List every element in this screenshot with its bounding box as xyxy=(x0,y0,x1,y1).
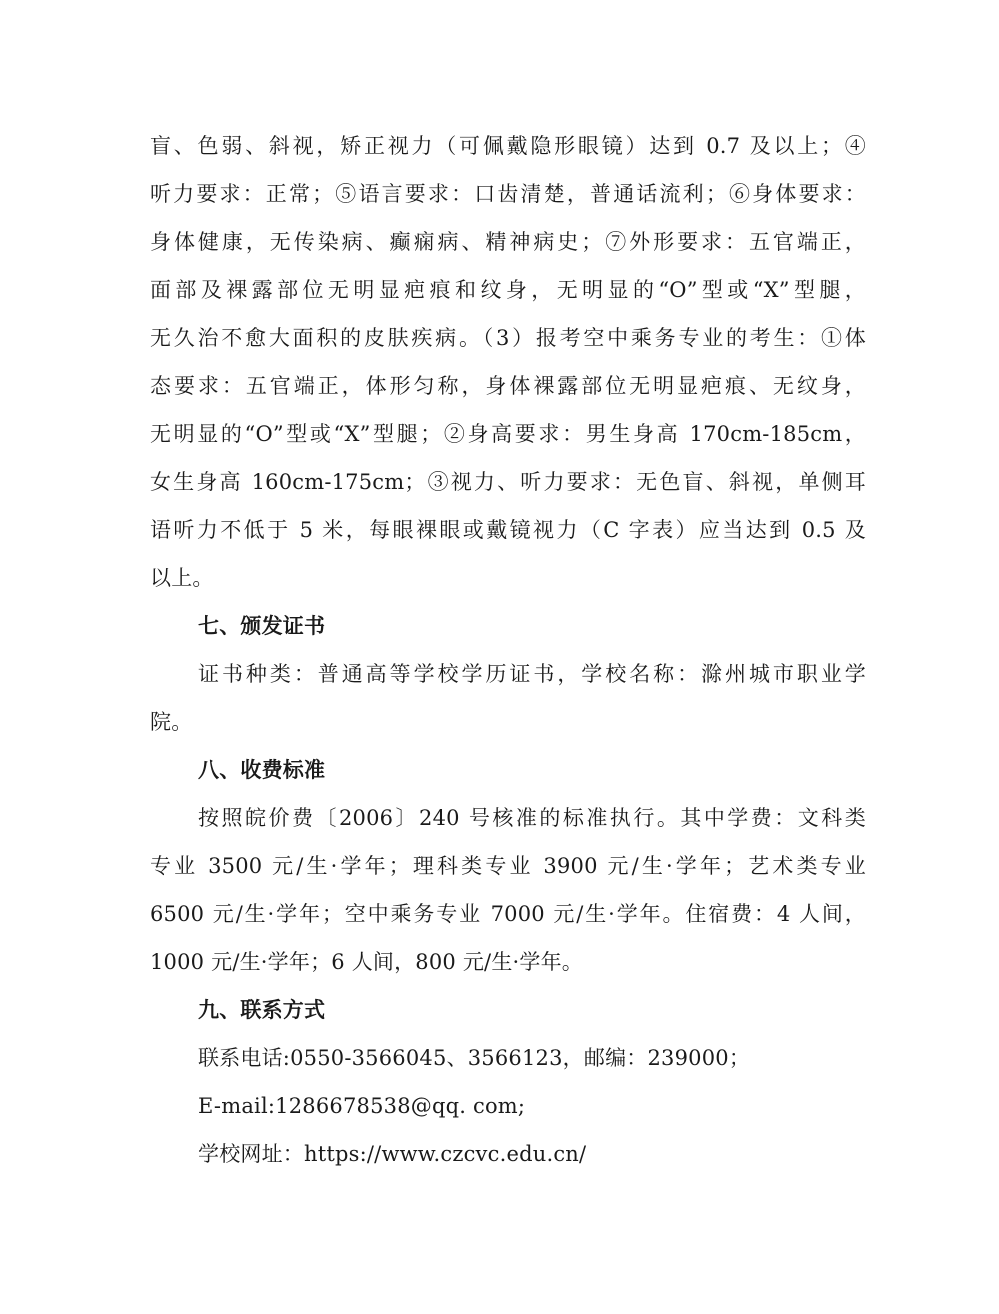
paragraph-line: 语听力不低于 5 米，每眼裸眼或戴镜视力（C 字表）应当达到 0.5 及 xyxy=(150,518,866,542)
paragraph-line: 无明显的“O”型或“X”型腿；②身高要求：男生身高 170cm-185cm， xyxy=(150,422,866,446)
section-heading: 九、联系方式 xyxy=(198,998,326,1022)
paragraph-line: 以上。 xyxy=(150,566,214,590)
section-seven xyxy=(150,602,870,746)
contact-phone: 联系电话:0550-3566045、3566123，邮编：239000； xyxy=(198,1046,751,1070)
paragraph-line: 女生身高 160cm-175cm；③视力、听力要求：无色盲、斜视，单侧耳 xyxy=(150,470,866,494)
paragraph-line: 态要求：五官端正，体形匀称，身体裸露部位无明显疤痕、无纹身， xyxy=(150,374,866,398)
section-heading: 八、收费标准 xyxy=(198,758,326,782)
paragraph-line: 无久治不愈大面积的皮肤疾病。（3）报考空中乘务专业的考生：①体 xyxy=(150,326,866,350)
paragraph-line: 专业 3500 元/生·学年；理科类专业 3900 元/生·学年；艺术类专业 xyxy=(150,854,866,878)
paragraph-line: 面部及裸露部位无明显疤痕和纹身，无明显的“O”型或“X”型腿， xyxy=(150,278,866,302)
paragraph-line: 按照皖价费〔2006〕240 号核准的标准执行。其中学费：文科类 xyxy=(198,806,866,830)
paragraph-line: 院。 xyxy=(150,710,193,734)
section-six-tail xyxy=(150,122,870,602)
section-heading: 七、颁发证书 xyxy=(198,614,326,638)
contact-email: E-mail:1286678538@qq. com; xyxy=(198,1094,526,1118)
paragraph-line: 听力要求：正常；⑤语言要求：口齿清楚，普通话流利；⑥身体要求： xyxy=(150,182,866,206)
paragraph-line: 1000 元/生·学年；6 人间，800 元/生·学年。 xyxy=(150,950,584,974)
contact-website: 学校网址：https://www.czcvc.edu.cn/ xyxy=(198,1142,587,1166)
paragraph-line: 6500 元/生·学年；空中乘务专业 7000 元/生·学年。住宿费：4 人间， xyxy=(150,902,866,926)
paragraph-line: 盲、色弱、斜视，矫正视力（可佩戴隐形眼镜）达到 0.7 及以上；④ xyxy=(150,134,866,158)
paragraph-line: 身体健康，无传染病、癫痫病、精神病史；⑦外形要求：五官端正， xyxy=(150,230,866,254)
document-page xyxy=(150,122,870,1178)
section-eight xyxy=(150,746,870,986)
paragraph-line: 证书种类：普通高等学校学历证书，学校名称：滁州城市职业学 xyxy=(198,662,866,686)
section-nine xyxy=(150,986,870,1178)
